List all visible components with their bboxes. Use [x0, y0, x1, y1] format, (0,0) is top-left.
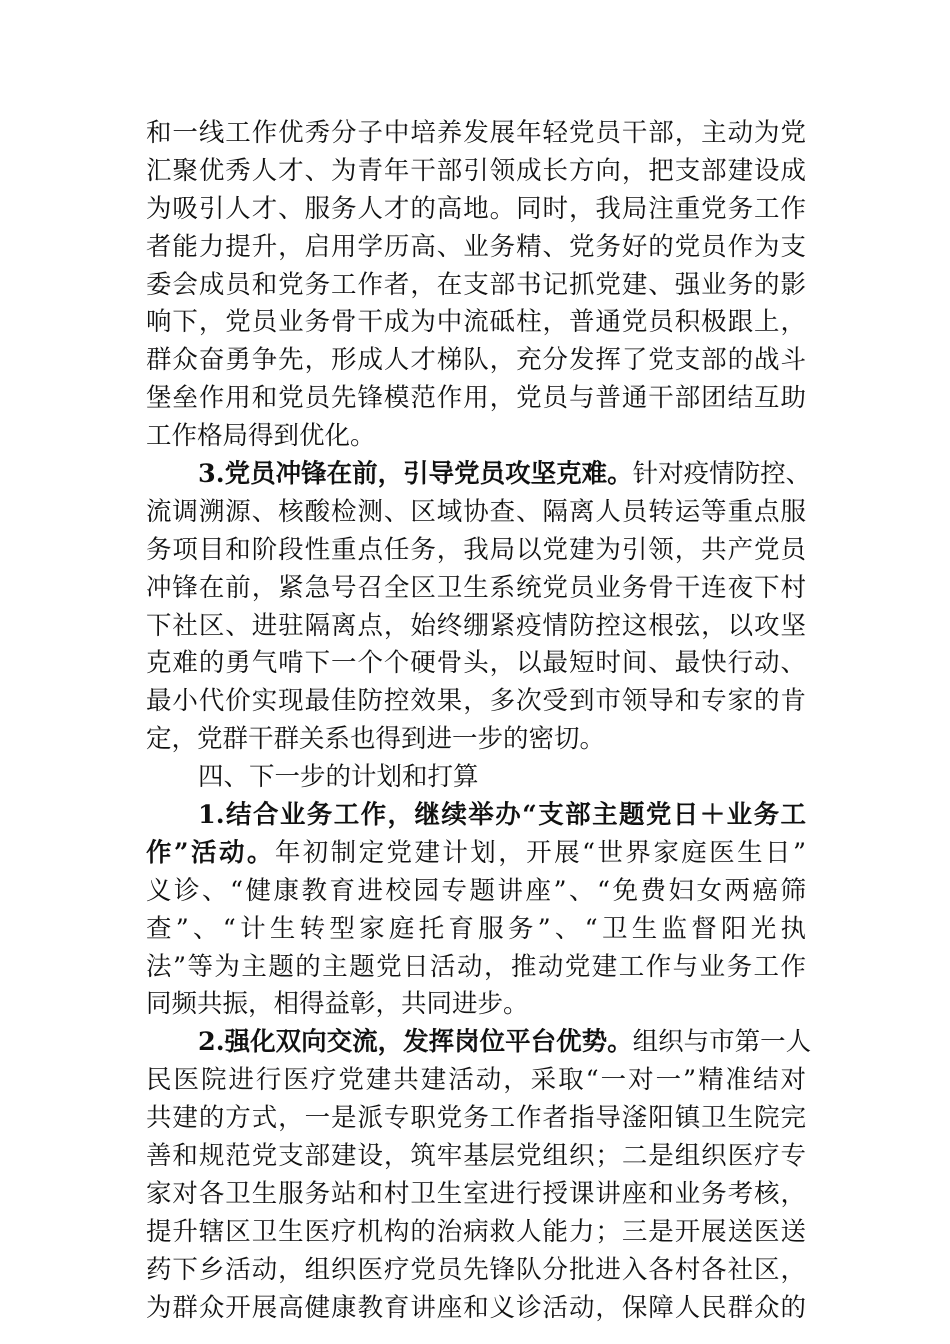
paragraph-title: 3.党员冲锋在前，引导党员攻坚克难。: [198, 459, 633, 490]
paragraph-plan-2: [146, 1024, 812, 1327]
text-line: [146, 1024, 812, 1062]
text-line: 查”、“计生转型家庭托育服务”、“卫生监督阳光执: [146, 913, 806, 944]
text-line: 民医院进行医疗党建共建活动，采取“一对一”精准结对: [146, 1065, 806, 1096]
text-line: [146, 456, 812, 494]
text-line: 下社区、进驻隔离点，始终绷紧疫情防控这根弦，以攻坚: [146, 610, 806, 641]
paragraph-title: 2.强化双向交流，发挥岗位平台优势。: [198, 1027, 633, 1058]
text-run: 年初制定党建计划，开展“世界家庭医生日”: [274, 837, 807, 868]
text-run: 针对疫情防控、: [632, 459, 812, 490]
paragraph-title: 1.结合业务工作，继续举办“支部主题党日＋业务工: [198, 800, 806, 831]
text-line: 共建的方式，一是派专职党务工作者指导滏阳镇卫生院完: [146, 1103, 806, 1134]
text-line: 群众奋勇争先，形成人才梯队，充分发挥了党支部的战斗: [146, 345, 806, 376]
text-line: 工作格局得到优化。: [146, 421, 376, 452]
text-line: [146, 835, 806, 873]
text-line: 善和规范党支部建设，筑牢基层党组织；二是组织医疗专: [146, 1141, 806, 1172]
paragraph-title: 作”活动。: [146, 837, 275, 868]
text-line: 为群众开展高健康教育讲座和义诊活动，保障人民群众的: [146, 1292, 806, 1323]
text-line: 最小代价实现最佳防控效果，多次受到市领导和专家的肯: [146, 686, 806, 717]
text-line: 委会成员和党务工作者，在支部书记抓党建、强业务的影: [146, 269, 806, 300]
paragraph-continuation: [146, 115, 806, 456]
text-line: 家对各卫生服务站和村卫生室进行授课讲座和业务考核，: [146, 1178, 806, 1209]
text-line: 流调溯源、核酸检测、区域协查、隔离人员转运等重点服: [146, 496, 806, 527]
text-line: 务项目和阶段性重点任务，我局以党建为引领，共产党员: [146, 534, 806, 565]
text-line: 药下乡活动，组织医疗党员先锋队分批进入各村各社区，: [146, 1254, 806, 1285]
document-page: [146, 115, 812, 1328]
text-line: 法”等为主题的主题党日活动，推动党建工作与业务工作: [146, 951, 806, 982]
section-heading: 四、下一步的计划和打算: [198, 762, 479, 793]
text-line: 提升辖区卫生医疗机构的治病救人能力；三是开展送医送: [146, 1216, 806, 1247]
text-line: 汇聚优秀人才、为青年干部引领成长方向，把支部建设成: [146, 155, 806, 186]
text-line: 克难的勇气啃下一个个硬骨头，以最短时间、最快行动、: [146, 648, 806, 679]
text-line: 为吸引人才、服务人才的高地。同时，我局注重党务工作: [146, 193, 806, 224]
text-line: 者能力提升，启用学历高、业务精、党务好的党员作为支: [146, 231, 806, 262]
text-line: 和一线工作优秀分子中培养发展年轻党员干部，主动为党: [146, 118, 806, 148]
text-line: 同频共振，相得益彰，共同进步。: [146, 989, 529, 1020]
text-run: 组织与市第一人: [632, 1027, 812, 1058]
text-line: 堡垒作用和党员先锋模范作用，党员与普通干部团结互助: [146, 383, 806, 414]
paragraph-plan-1: [146, 797, 806, 1024]
text-line: 响下，党员业务骨干成为中流砥柱，普通党员积极跟上，: [146, 307, 806, 338]
text-line: 定，党群干群关系也得到进一步的密切。: [146, 724, 606, 755]
text-line: 义诊、“健康教育进校园专题讲座”、“免费妇女两癌筛: [146, 875, 806, 906]
text-line: 冲锋在前，紧急号召全区卫生系统党员业务骨干连夜下村: [146, 572, 806, 603]
paragraph-item-3: [146, 456, 812, 759]
